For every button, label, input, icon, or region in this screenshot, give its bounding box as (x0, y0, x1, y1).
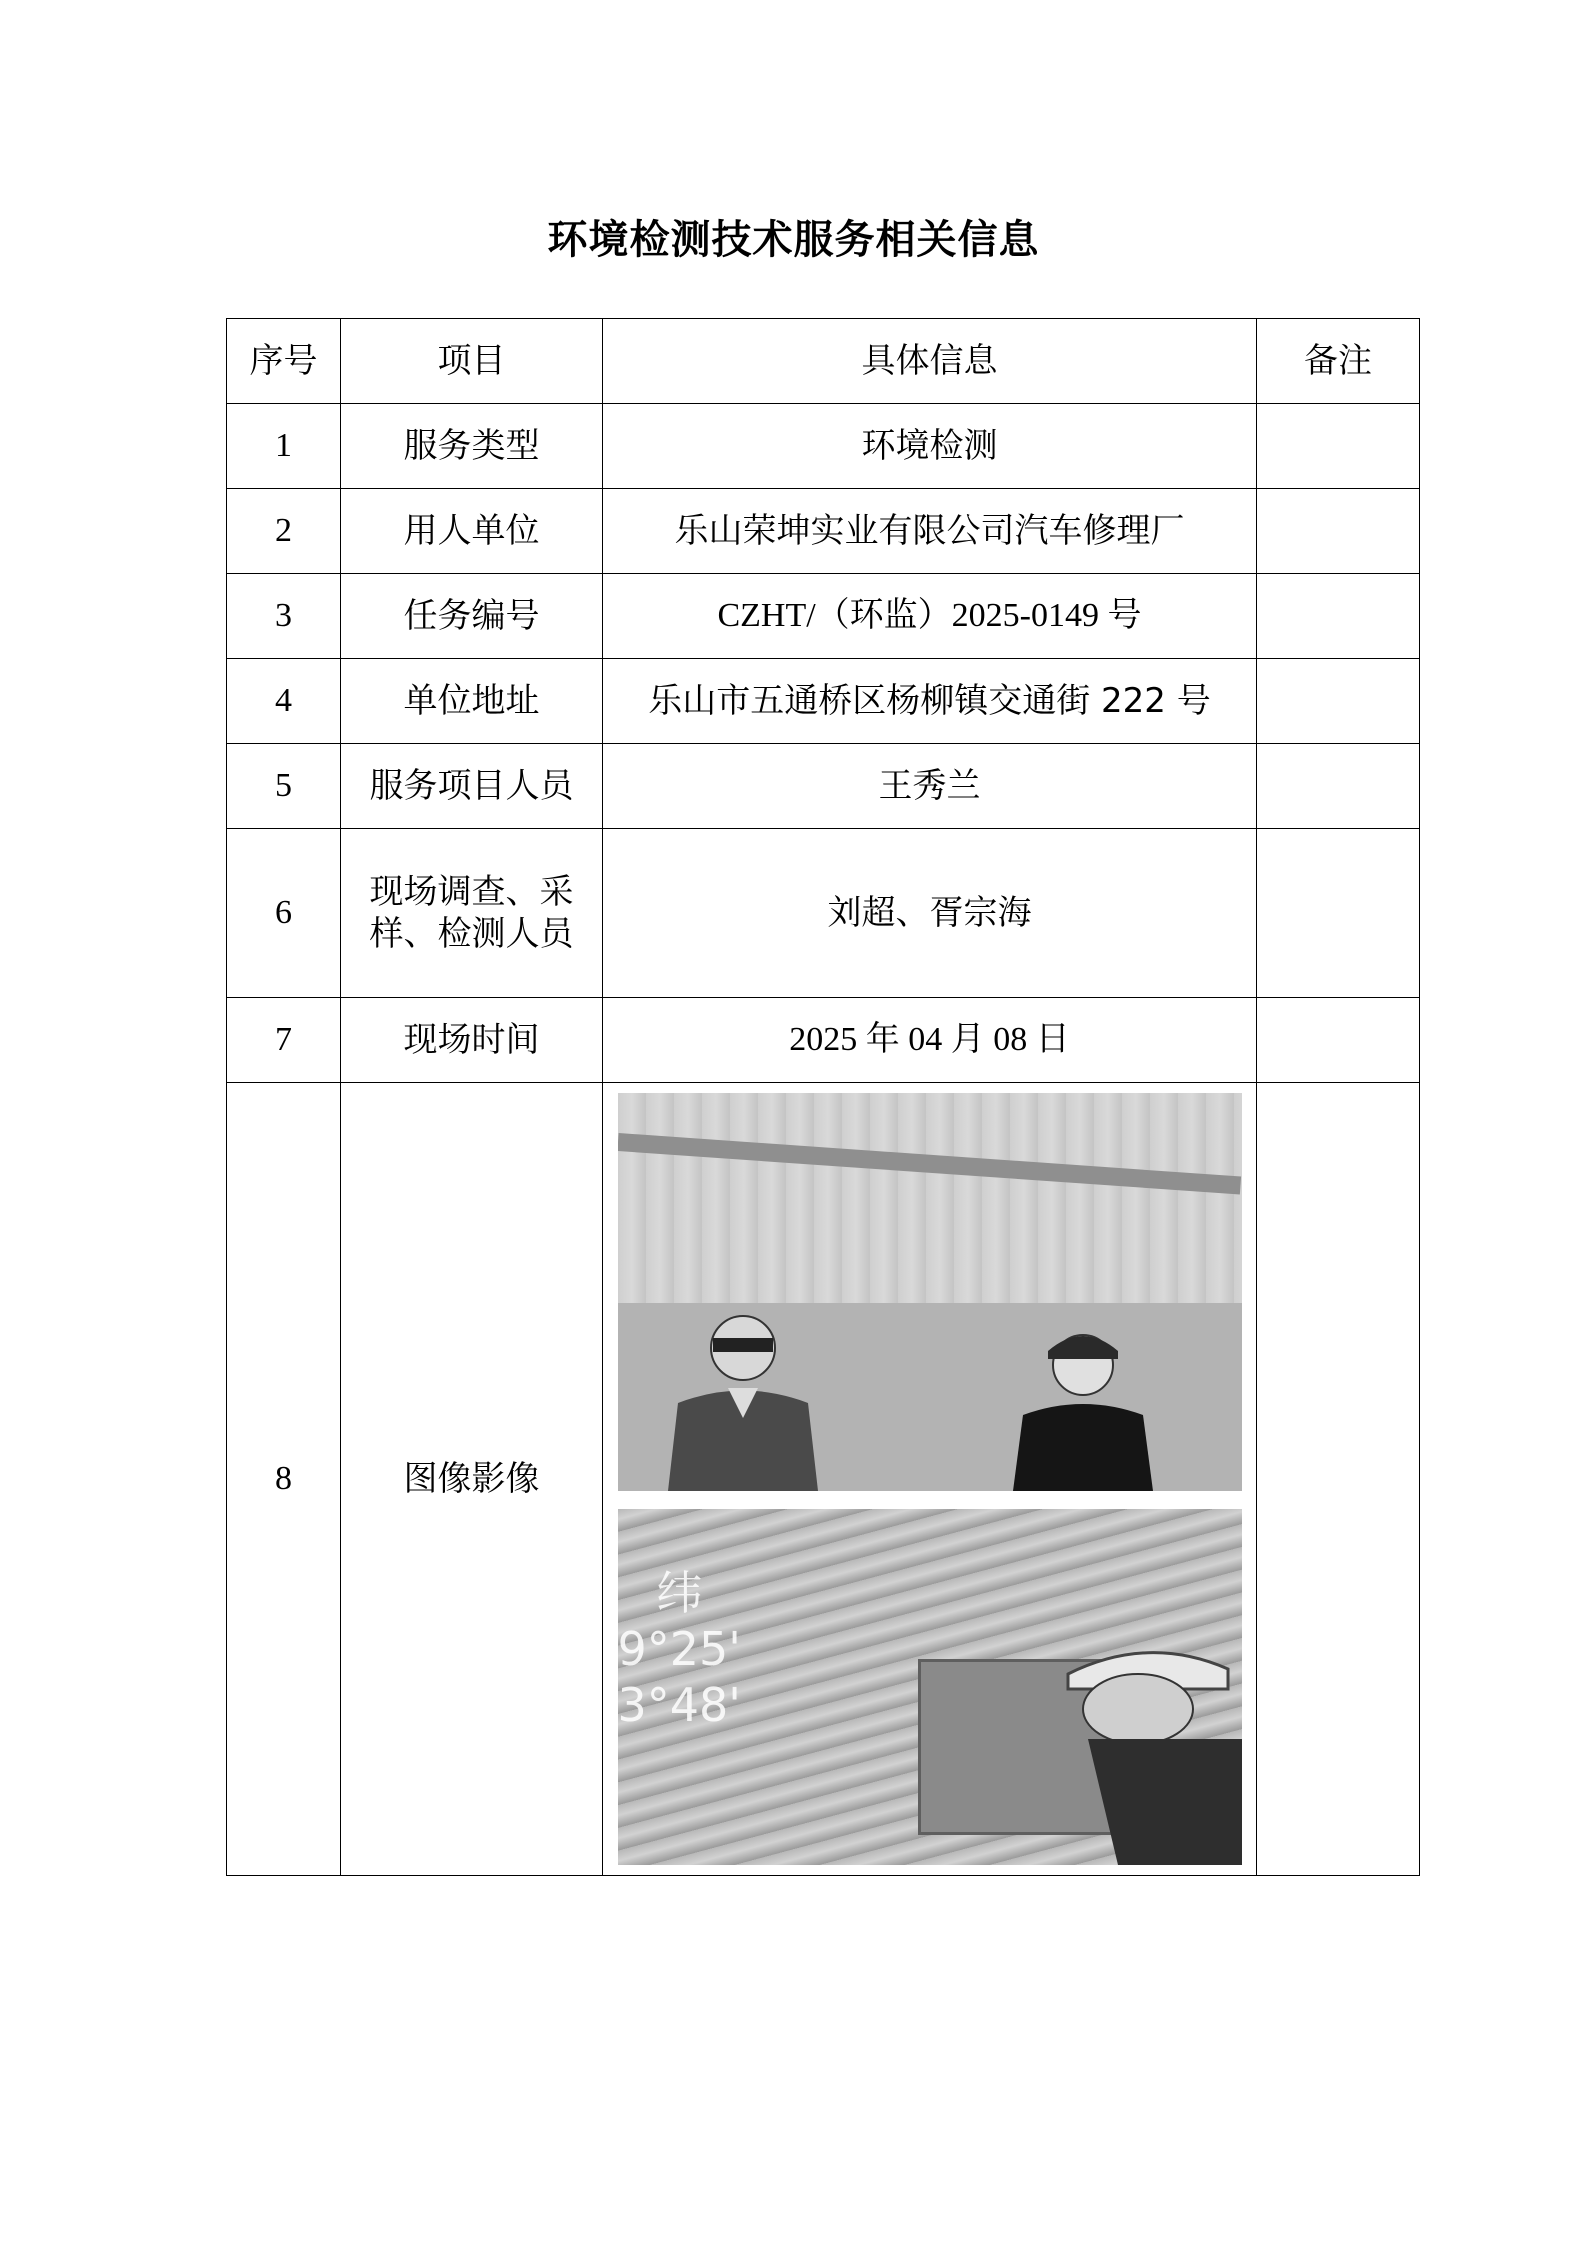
row-detail: 乐山荣坤实业有限公司汽车修理厂 (603, 489, 1257, 574)
table-row (227, 829, 1420, 998)
header-remark: 备注 (1257, 319, 1420, 404)
row-remark (1257, 659, 1420, 744)
row-item-line2: 样、检测人员 (369, 914, 574, 954)
row-seq: 5 (227, 744, 341, 829)
header-seq: 序号 (227, 319, 341, 404)
row-seq: 8 (227, 1083, 341, 1876)
row-item: 服务项目人员 (341, 744, 603, 829)
row-remark (1257, 489, 1420, 574)
photo-group (609, 1087, 1250, 1871)
row-remark (1257, 574, 1420, 659)
row-remark (1257, 829, 1420, 998)
header-detail: 具体信息 (603, 319, 1257, 404)
row-seq: 2 (227, 489, 341, 574)
row-remark (1257, 998, 1420, 1083)
row-detail: CZHT/（环监）2025-0149 号 (603, 574, 1257, 659)
row-item (341, 829, 603, 998)
row-item: 现场时间 (341, 998, 603, 1083)
row-remark (1257, 1083, 1420, 1876)
row-item: 图像影像 (341, 1083, 603, 1876)
table-row (227, 489, 1420, 574)
row-detail: 2025 年 04 月 08 日 (603, 998, 1257, 1083)
row-seq: 1 (227, 404, 341, 489)
row-detail-photos (603, 1083, 1257, 1876)
table-row (227, 404, 1420, 489)
person-figure (998, 1629, 1242, 1865)
row-detail: 乐山市五通桥区杨柳镇交通街 222 号 (603, 659, 1257, 744)
row-item: 用人单位 (341, 489, 603, 574)
row-seq: 7 (227, 998, 341, 1083)
row-seq: 4 (227, 659, 341, 744)
row-item: 任务编号 (341, 574, 603, 659)
person-figure (998, 1323, 1168, 1491)
row-remark (1257, 744, 1420, 829)
photo-coordinate-watermark: 纬 9°25' 3°48' (617, 1566, 741, 1732)
site-photo-personnel (618, 1093, 1242, 1491)
row-seq: 3 (227, 574, 341, 659)
row-detail: 王秀兰 (603, 744, 1257, 829)
row-detail: 刘超、胥宗海 (603, 829, 1257, 998)
table-row (227, 574, 1420, 659)
site-photo-sampling (618, 1509, 1242, 1865)
row-remark (1257, 404, 1420, 489)
person-figure (658, 1308, 828, 1491)
info-table (226, 318, 1420, 1876)
photo-ceiling (618, 1093, 1242, 1303)
table-row (227, 998, 1420, 1083)
row-detail: 环境检测 (603, 404, 1257, 489)
table-row (227, 1083, 1420, 1876)
row-seq: 6 (227, 829, 341, 998)
row-item: 单位地址 (341, 659, 603, 744)
table-row (227, 744, 1420, 829)
document-title: 环境检测技术服务相关信息 (547, 217, 1040, 263)
table-header-row (227, 319, 1420, 404)
table-row (227, 659, 1420, 744)
row-item: 服务类型 (341, 404, 603, 489)
row-item-line1: 现场调查、采 (369, 871, 574, 912)
header-item: 项目 (341, 319, 603, 404)
